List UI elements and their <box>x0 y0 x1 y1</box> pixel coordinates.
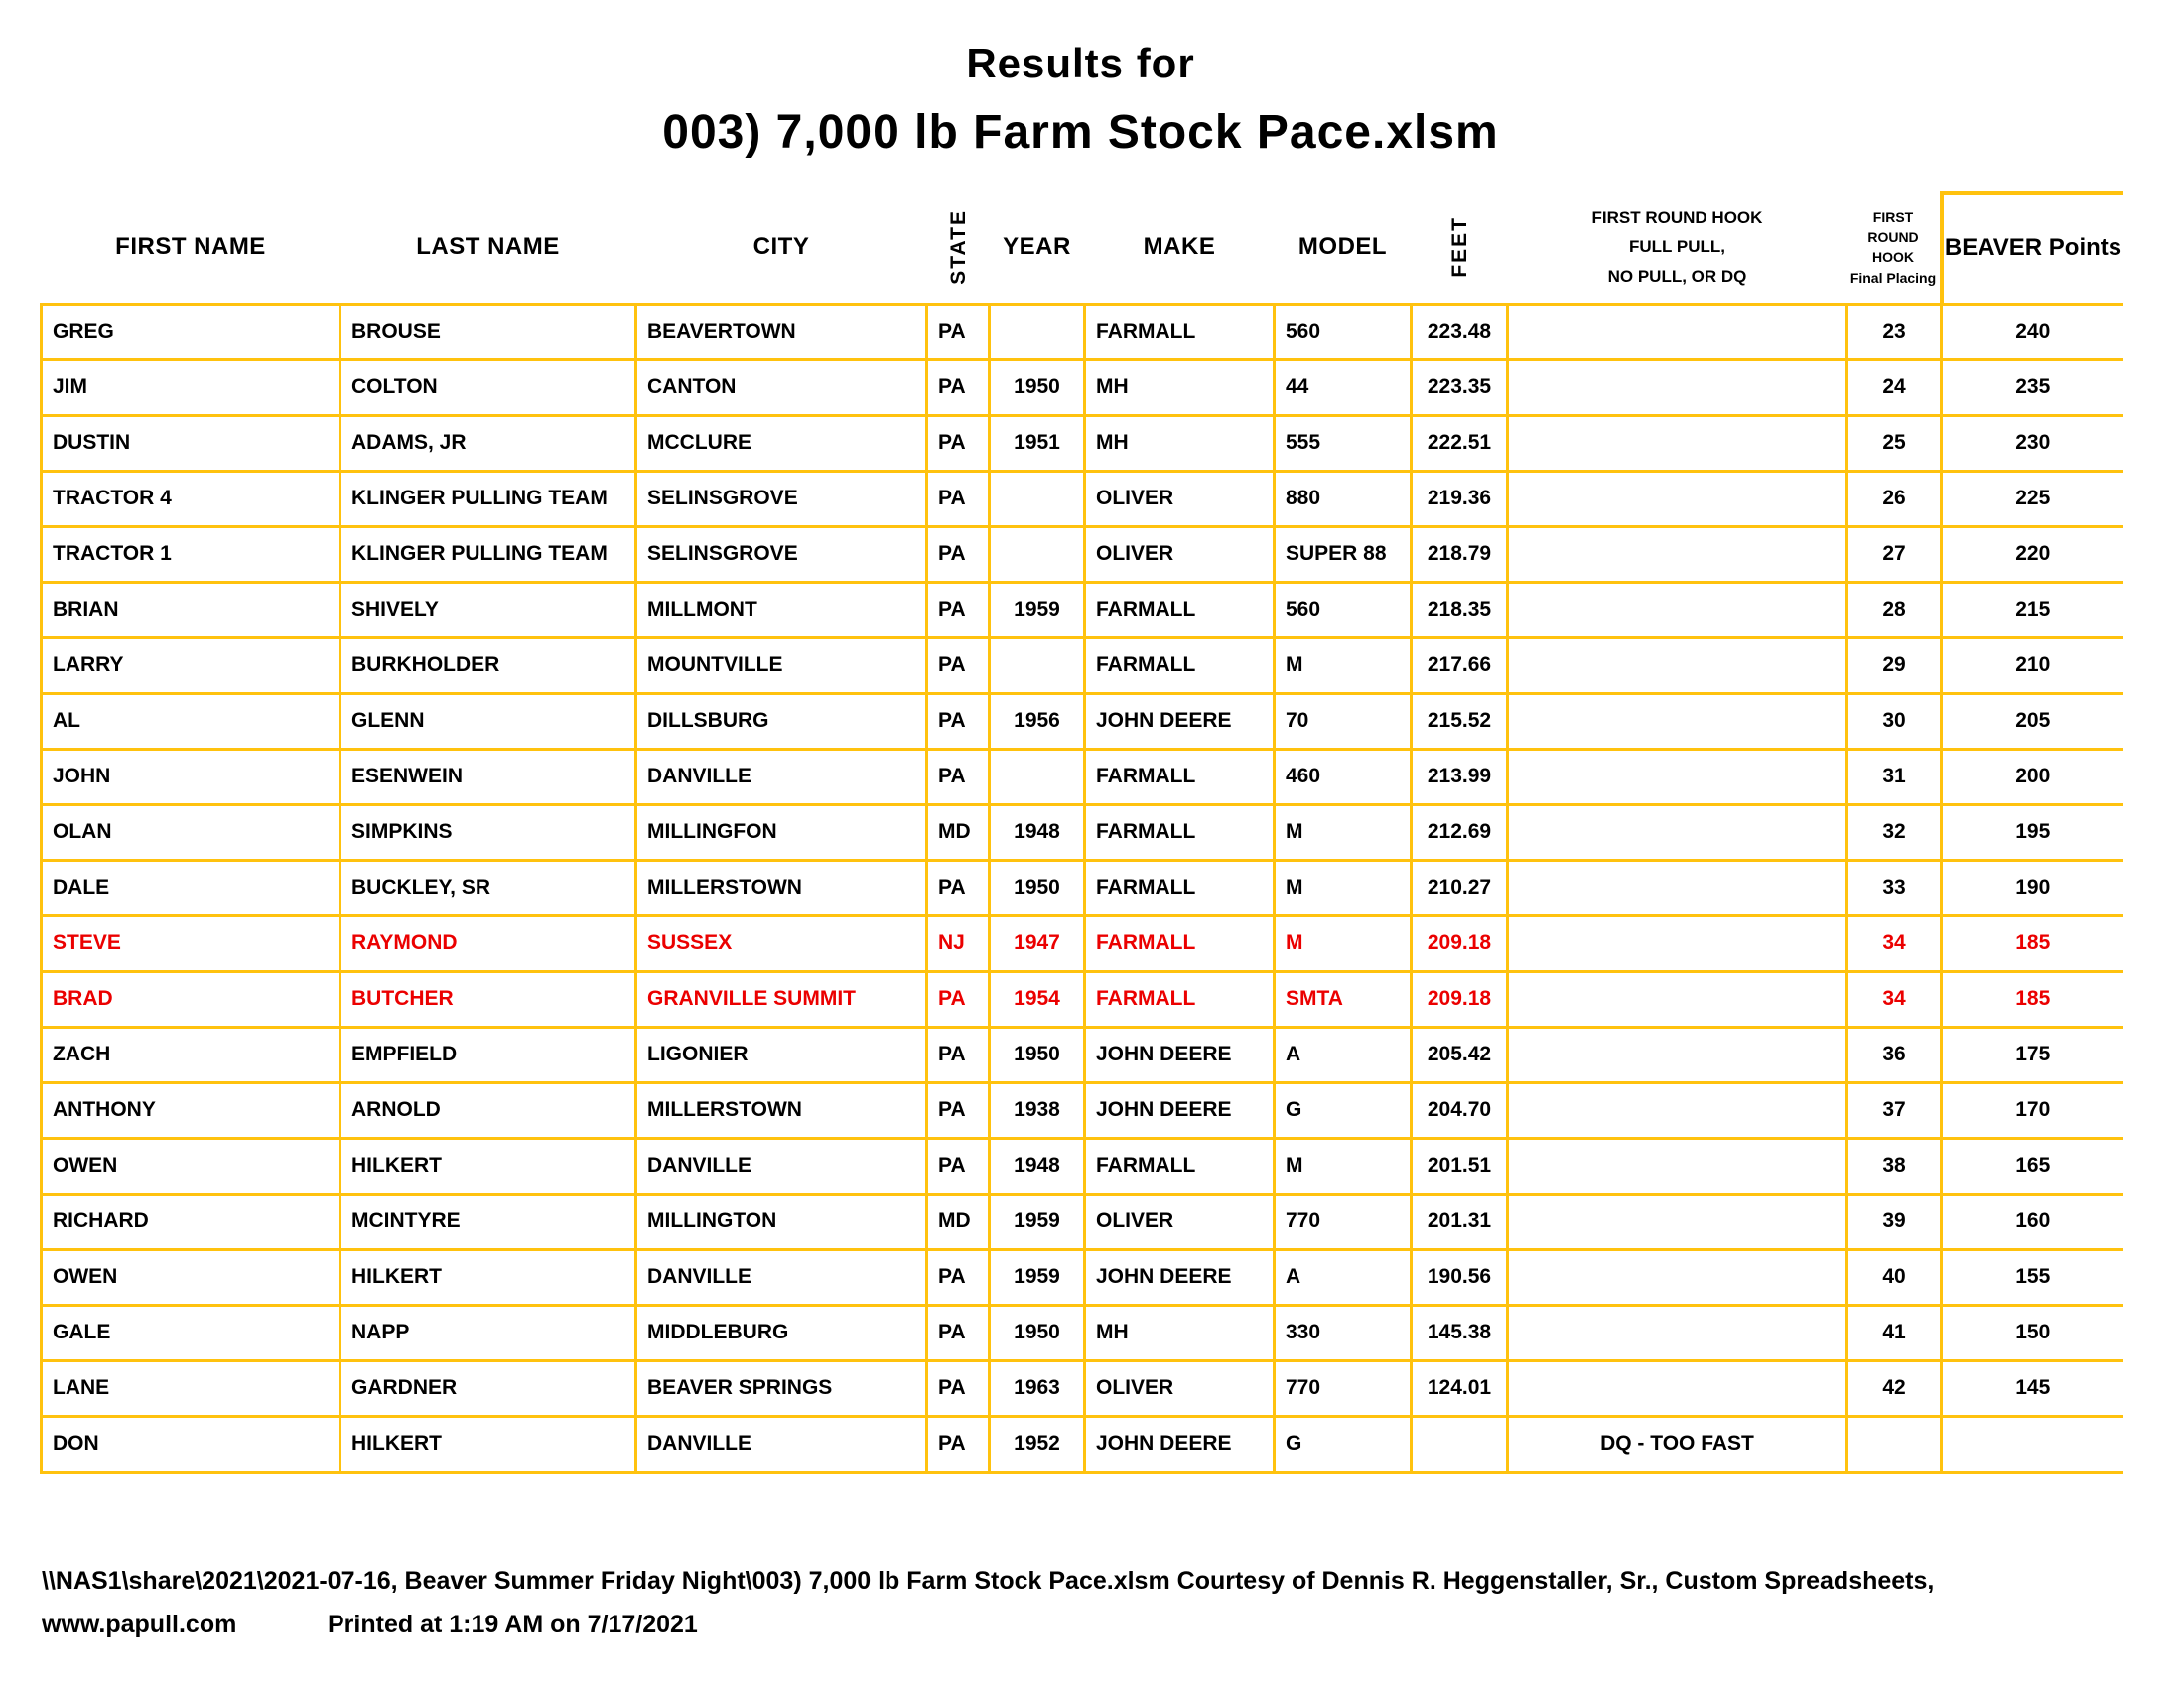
cell-placing: 25 <box>1847 415 1942 471</box>
header-final-placing: FIRST ROUND HOOK Final Placing <box>1849 209 1937 286</box>
cell-points: 175 <box>1942 1027 2123 1082</box>
cell-year <box>990 304 1085 359</box>
cell-year: 1963 <box>990 1360 1085 1416</box>
cell-feet: 217.66 <box>1412 637 1508 693</box>
cell-make: MH <box>1085 1305 1275 1360</box>
footer-printed-timestamp: Printed at 1:19 AM on 7/17/2021 <box>328 1611 698 1638</box>
table-row <box>42 415 2123 471</box>
header-first-round-hook: FIRST ROUND HOOK FULL PULL, NO PULL, OR DQ <box>1591 208 1763 287</box>
table-row <box>42 749 2123 804</box>
cell-first-name: BRAD <box>42 971 341 1027</box>
cell-hook <box>1508 1027 1847 1082</box>
cell-last-name: ESENWEIN <box>341 749 636 804</box>
cell-state: PA <box>927 526 990 582</box>
cell-city: DANVILLE <box>636 1138 927 1194</box>
footer-file-path: \\NAS1\share\2021\2021-07-16, Beaver Summer Friday Night\003) 7,000 lb Farm Stock Pace.xlsm Courtesy of Dennis R. Heggenstaller, Sr., Custom Spreadsheets, <box>42 1567 1935 1595</box>
cell-make: JOHN DEERE <box>1085 1027 1275 1082</box>
cell-state: PA <box>927 637 990 693</box>
cell-hook <box>1508 1138 1847 1194</box>
cell-placing: 34 <box>1847 915 1942 971</box>
cell-model: M <box>1275 915 1412 971</box>
header-model: MODEL <box>1297 233 1388 261</box>
cell-feet: 222.51 <box>1412 415 1508 471</box>
cell-placing: 27 <box>1847 526 1942 582</box>
cell-points: 190 <box>1942 860 2123 915</box>
cell-hook <box>1508 915 1847 971</box>
table-row <box>42 693 2123 749</box>
cell-last-name: KLINGER PULLING TEAM <box>341 526 636 582</box>
cell-points: 215 <box>1942 582 2123 637</box>
cell-model: 70 <box>1275 693 1412 749</box>
cell-feet: 201.51 <box>1412 1138 1508 1194</box>
cell-points: 230 <box>1942 415 2123 471</box>
cell-make: JOHN DEERE <box>1085 1082 1275 1138</box>
header-last-name: LAST NAME <box>416 233 560 261</box>
cell-make: OLIVER <box>1085 471 1275 526</box>
cell-state: NJ <box>927 915 990 971</box>
cell-model: 770 <box>1275 1360 1412 1416</box>
cell-last-name: KLINGER PULLING TEAM <box>341 471 636 526</box>
cell-year: 1956 <box>990 693 1085 749</box>
cell-city: MOUNTVILLE <box>636 637 927 693</box>
cell-first-name: LANE <box>42 1360 341 1416</box>
cell-first-name: LARRY <box>42 637 341 693</box>
title-line-2: 003) 7,000 lb Farm Stock Pace.xlsm <box>662 106 1499 159</box>
cell-feet: 219.36 <box>1412 471 1508 526</box>
cell-placing: 40 <box>1847 1249 1942 1305</box>
table-row <box>42 637 2123 693</box>
cell-last-name: GLENN <box>341 693 636 749</box>
cell-city: BEAVER SPRINGS <box>636 1360 927 1416</box>
cell-last-name: HILKERT <box>341 1249 636 1305</box>
cell-placing: 32 <box>1847 804 1942 860</box>
cell-placing: 31 <box>1847 749 1942 804</box>
cell-make: JOHN DEERE <box>1085 1416 1275 1472</box>
table-header <box>42 193 2123 304</box>
cell-city: MIDDLEBURG <box>636 1305 927 1360</box>
cell-make: FARMALL <box>1085 749 1275 804</box>
cell-model: SUPER 88 <box>1275 526 1412 582</box>
cell-year: 1948 <box>990 804 1085 860</box>
cell-feet: 190.56 <box>1412 1249 1508 1305</box>
cell-feet: 223.35 <box>1412 359 1508 415</box>
cell-hook <box>1508 1305 1847 1360</box>
cell-hook <box>1508 415 1847 471</box>
cell-city: MILLERSTOWN <box>636 1082 927 1138</box>
table-row <box>42 526 2123 582</box>
cell-make: FARMALL <box>1085 637 1275 693</box>
table-row <box>42 1249 2123 1305</box>
cell-first-name: OWEN <box>42 1249 341 1305</box>
cell-points: 160 <box>1942 1194 2123 1249</box>
cell-hook: DQ - TOO FAST <box>1508 1416 1847 1472</box>
cell-placing: 41 <box>1847 1305 1942 1360</box>
cell-feet: 215.52 <box>1412 693 1508 749</box>
cell-model: SMTA <box>1275 971 1412 1027</box>
cell-hook <box>1508 471 1847 526</box>
cell-state: PA <box>927 1249 990 1305</box>
cell-city: MILLMONT <box>636 582 927 637</box>
cell-make: MH <box>1085 359 1275 415</box>
cell-city: GRANVILLE SUMMIT <box>636 971 927 1027</box>
cell-year: 1959 <box>990 582 1085 637</box>
cell-placing: 36 <box>1847 1027 1942 1082</box>
cell-model: 560 <box>1275 582 1412 637</box>
cell-last-name: ADAMS, JR <box>341 415 636 471</box>
cell-feet: 210.27 <box>1412 860 1508 915</box>
cell-city: BEAVERTOWN <box>636 304 927 359</box>
cell-make: OLIVER <box>1085 1360 1275 1416</box>
cell-state: PA <box>927 1138 990 1194</box>
cell-hook <box>1508 637 1847 693</box>
cell-city: MCCLURE <box>636 415 927 471</box>
cell-placing: 23 <box>1847 304 1942 359</box>
cell-last-name: BUCKLEY, SR <box>341 860 636 915</box>
cell-hook <box>1508 582 1847 637</box>
cell-points: 155 <box>1942 1249 2123 1305</box>
cell-first-name: TRACTOR 4 <box>42 471 341 526</box>
cell-hook <box>1508 526 1847 582</box>
cell-year: 1938 <box>990 1082 1085 1138</box>
cell-city: SUSSEX <box>636 915 927 971</box>
cell-state: PA <box>927 1082 990 1138</box>
cell-feet: 145.38 <box>1412 1305 1508 1360</box>
header-year: YEAR <box>1003 233 1071 261</box>
cell-year <box>990 471 1085 526</box>
table-row <box>42 1027 2123 1082</box>
cell-make: FARMALL <box>1085 971 1275 1027</box>
cell-model: 560 <box>1275 304 1412 359</box>
cell-last-name: ARNOLD <box>341 1082 636 1138</box>
cell-last-name: BUTCHER <box>341 971 636 1027</box>
cell-city: MILLINGTON <box>636 1194 927 1249</box>
cell-feet: 213.99 <box>1412 749 1508 804</box>
cell-make: FARMALL <box>1085 1138 1275 1194</box>
cell-points: 185 <box>1942 915 2123 971</box>
cell-hook <box>1508 359 1847 415</box>
cell-year: 1950 <box>990 359 1085 415</box>
cell-state: PA <box>927 1360 990 1416</box>
cell-model: G <box>1275 1416 1412 1472</box>
cell-state: PA <box>927 749 990 804</box>
cell-state: PA <box>927 971 990 1027</box>
cell-make: MH <box>1085 415 1275 471</box>
cell-last-name: BURKHOLDER <box>341 637 636 693</box>
cell-year: 1948 <box>990 1138 1085 1194</box>
cell-placing: 30 <box>1847 693 1942 749</box>
cell-hook <box>1508 804 1847 860</box>
cell-state: PA <box>927 415 990 471</box>
cell-points: 210 <box>1942 637 2123 693</box>
table-row <box>42 582 2123 637</box>
cell-last-name: SIMPKINS <box>341 804 636 860</box>
cell-points: 145 <box>1942 1360 2123 1416</box>
cell-model: 555 <box>1275 415 1412 471</box>
cell-state: MD <box>927 1194 990 1249</box>
cell-points: 150 <box>1942 1305 2123 1360</box>
table-row <box>42 471 2123 526</box>
footer-url: www.papull.com <box>42 1611 237 1638</box>
cell-hook <box>1508 693 1847 749</box>
cell-city: MILLERSTOWN <box>636 860 927 915</box>
cell-first-name: AL <box>42 693 341 749</box>
cell-year: 1954 <box>990 971 1085 1027</box>
cell-first-name: BRIAN <box>42 582 341 637</box>
cell-last-name: EMPFIELD <box>341 1027 636 1082</box>
cell-points: 240 <box>1942 304 2123 359</box>
title-line-1: Results for <box>966 40 1195 86</box>
header-feet: FEET <box>1447 216 1471 279</box>
cell-first-name: DALE <box>42 860 341 915</box>
cell-points: 170 <box>1942 1082 2123 1138</box>
cell-hook <box>1508 971 1847 1027</box>
cell-model: M <box>1275 637 1412 693</box>
table-row <box>42 804 2123 860</box>
cell-points: 200 <box>1942 749 2123 804</box>
cell-placing: 38 <box>1847 1138 1942 1194</box>
cell-year: 1959 <box>990 1249 1085 1305</box>
cell-last-name: MCINTYRE <box>341 1194 636 1249</box>
cell-model: M <box>1275 1138 1412 1194</box>
cell-hook <box>1508 1194 1847 1249</box>
cell-state: PA <box>927 471 990 526</box>
cell-points: 235 <box>1942 359 2123 415</box>
cell-year: 1952 <box>990 1416 1085 1472</box>
cell-year: 1950 <box>990 860 1085 915</box>
results-table <box>40 191 2123 1474</box>
cell-make: JOHN DEERE <box>1085 1249 1275 1305</box>
cell-points: 220 <box>1942 526 2123 582</box>
cell-feet: 209.18 <box>1412 971 1508 1027</box>
cell-city: SELINSGROVE <box>636 526 927 582</box>
cell-make: OLIVER <box>1085 1194 1275 1249</box>
cell-placing: 24 <box>1847 359 1942 415</box>
results-table-body <box>42 304 2123 1472</box>
cell-city: DANVILLE <box>636 1416 927 1472</box>
cell-first-name: ZACH <box>42 1027 341 1082</box>
cell-last-name: COLTON <box>341 359 636 415</box>
cell-year: 1947 <box>990 915 1085 971</box>
cell-make: FARMALL <box>1085 915 1275 971</box>
table-row <box>42 1194 2123 1249</box>
cell-make: FARMALL <box>1085 304 1275 359</box>
cell-feet: 209.18 <box>1412 915 1508 971</box>
cell-city: LIGONIER <box>636 1027 927 1082</box>
cell-first-name: RICHARD <box>42 1194 341 1249</box>
cell-feet: 204.70 <box>1412 1082 1508 1138</box>
cell-state: PA <box>927 304 990 359</box>
table-row <box>42 1360 2123 1416</box>
cell-state: PA <box>927 693 990 749</box>
cell-year <box>990 526 1085 582</box>
cell-first-name: DUSTIN <box>42 415 341 471</box>
cell-model: A <box>1275 1027 1412 1082</box>
cell-make: FARMALL <box>1085 860 1275 915</box>
cell-first-name: STEVE <box>42 915 341 971</box>
cell-hook <box>1508 304 1847 359</box>
cell-points: 195 <box>1942 804 2123 860</box>
header-make: MAKE <box>1143 233 1216 261</box>
table-row <box>42 304 2123 359</box>
cell-points: 165 <box>1942 1138 2123 1194</box>
table-row <box>42 1138 2123 1194</box>
cell-city: SELINSGROVE <box>636 471 927 526</box>
cell-state: MD <box>927 804 990 860</box>
cell-hook <box>1508 860 1847 915</box>
cell-city: DILLSBURG <box>636 693 927 749</box>
cell-year: 1950 <box>990 1305 1085 1360</box>
cell-points: 225 <box>1942 471 2123 526</box>
cell-placing: 34 <box>1847 971 1942 1027</box>
cell-make: FARMALL <box>1085 582 1275 637</box>
cell-last-name: HILKERT <box>341 1138 636 1194</box>
report-title <box>40 40 2121 160</box>
cell-last-name: RAYMOND <box>341 915 636 971</box>
cell-feet: 218.35 <box>1412 582 1508 637</box>
cell-points: 185 <box>1942 971 2123 1027</box>
cell-last-name: NAPP <box>341 1305 636 1360</box>
table-row <box>42 915 2123 971</box>
cell-state: PA <box>927 1027 990 1082</box>
cell-year <box>990 637 1085 693</box>
cell-model: M <box>1275 860 1412 915</box>
cell-make: JOHN DEERE <box>1085 693 1275 749</box>
cell-feet: 201.31 <box>1412 1194 1508 1249</box>
cell-model: 880 <box>1275 471 1412 526</box>
cell-last-name: HILKERT <box>341 1416 636 1472</box>
cell-placing: 26 <box>1847 471 1942 526</box>
cell-year <box>990 749 1085 804</box>
cell-model: 770 <box>1275 1194 1412 1249</box>
cell-placing: 33 <box>1847 860 1942 915</box>
cell-hook <box>1508 749 1847 804</box>
cell-feet: 212.69 <box>1412 804 1508 860</box>
cell-points: 205 <box>1942 693 2123 749</box>
cell-model: G <box>1275 1082 1412 1138</box>
cell-first-name: GALE <box>42 1305 341 1360</box>
cell-feet: 205.42 <box>1412 1027 1508 1082</box>
cell-last-name: SHIVELY <box>341 582 636 637</box>
header-first-name: FIRST NAME <box>115 233 266 261</box>
table-row <box>42 860 2123 915</box>
cell-model: M <box>1275 804 1412 860</box>
cell-hook <box>1508 1249 1847 1305</box>
cell-year: 1951 <box>990 415 1085 471</box>
cell-city: DANVILLE <box>636 1249 927 1305</box>
cell-state: PA <box>927 359 990 415</box>
cell-placing: 37 <box>1847 1082 1942 1138</box>
cell-feet: 218.79 <box>1412 526 1508 582</box>
cell-placing: 42 <box>1847 1360 1942 1416</box>
cell-feet: 124.01 <box>1412 1360 1508 1416</box>
cell-hook <box>1508 1360 1847 1416</box>
cell-placing: 28 <box>1847 582 1942 637</box>
cell-last-name: BROUSE <box>341 304 636 359</box>
cell-year: 1950 <box>990 1027 1085 1082</box>
table-row <box>42 1305 2123 1360</box>
cell-placing <box>1847 1416 1942 1472</box>
cell-placing: 39 <box>1847 1194 1942 1249</box>
table-row <box>42 971 2123 1027</box>
cell-state: PA <box>927 860 990 915</box>
cell-make: OLIVER <box>1085 526 1275 582</box>
cell-model: A <box>1275 1249 1412 1305</box>
table-row <box>42 359 2123 415</box>
table-row <box>42 1082 2123 1138</box>
cell-first-name: TRACTOR 1 <box>42 526 341 582</box>
cell-state: PA <box>927 1416 990 1472</box>
cell-state: PA <box>927 582 990 637</box>
cell-model: 460 <box>1275 749 1412 804</box>
header-state: STATE <box>946 210 970 286</box>
cell-last-name: GARDNER <box>341 1360 636 1416</box>
cell-year: 1959 <box>990 1194 1085 1249</box>
cell-first-name: DON <box>42 1416 341 1472</box>
cell-feet <box>1412 1416 1508 1472</box>
table-row <box>42 1416 2123 1472</box>
cell-model: 330 <box>1275 1305 1412 1360</box>
cell-model: 44 <box>1275 359 1412 415</box>
cell-feet: 223.48 <box>1412 304 1508 359</box>
cell-city: MILLINGFON <box>636 804 927 860</box>
cell-placing: 29 <box>1847 637 1942 693</box>
cell-points <box>1942 1416 2123 1472</box>
cell-hook <box>1508 1082 1847 1138</box>
cell-first-name: JIM <box>42 359 341 415</box>
cell-state: PA <box>927 1305 990 1360</box>
header-beaver-points: BEAVER Points <box>1942 193 2123 304</box>
cell-first-name: OLAN <box>42 804 341 860</box>
cell-first-name: GREG <box>42 304 341 359</box>
cell-first-name: ANTHONY <box>42 1082 341 1138</box>
cell-first-name: OWEN <box>42 1138 341 1194</box>
cell-make: FARMALL <box>1085 804 1275 860</box>
cell-city: CANTON <box>636 359 927 415</box>
header-city: CITY <box>752 233 810 261</box>
cell-city: DANVILLE <box>636 749 927 804</box>
cell-first-name: JOHN <box>42 749 341 804</box>
